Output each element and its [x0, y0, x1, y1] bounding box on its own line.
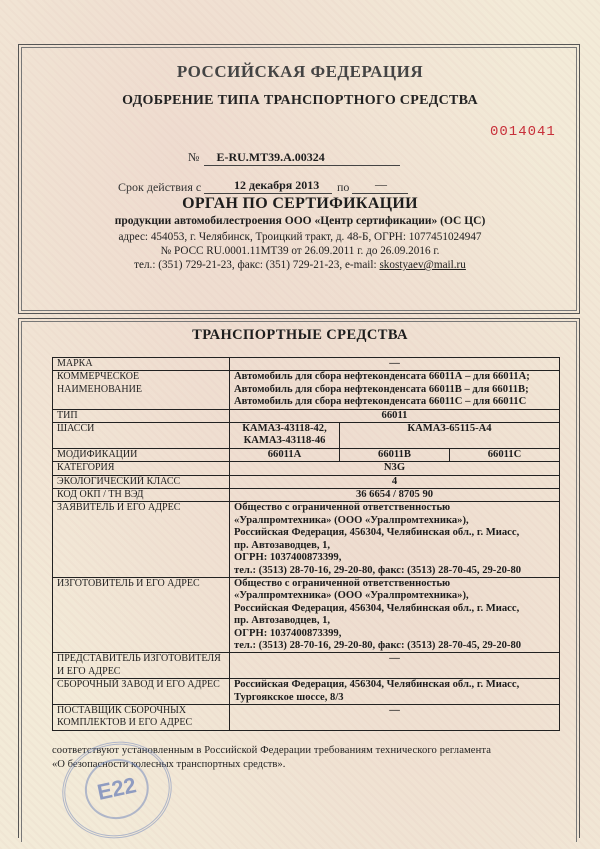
mod-b: 66011В	[340, 448, 450, 461]
document-title: ОДОБРЕНИЕ ТИПА ТРАНСПОРТНОГО СРЕДСТВА	[122, 93, 478, 108]
vehicles-title: ТРАНСПОРТНЫЕ СРЕДСТВА	[192, 327, 408, 343]
applicant-line: пр. Автозаводцев, 1,	[234, 539, 331, 551]
conformity-statement: соответствуют установленным в Российской Федерации требованиям технического регламента	[52, 745, 492, 756]
chassis-1: КАМАЗ-43118-42,	[242, 423, 327, 435]
table-row	[53, 679, 560, 705]
serial-number: 0014041	[490, 124, 556, 140]
manufacturer-line: пр. Автозаводцев, 1,	[234, 615, 331, 627]
manufacturer-line: «Уралпромтехника» (ООО «Уралпромтехника»),	[234, 590, 469, 602]
row-value	[230, 679, 560, 705]
row-value: N3G	[230, 462, 560, 475]
row-label: КОД ОКП / ТН ВЭД	[53, 489, 230, 502]
table-row	[53, 423, 560, 449]
commercial-name-1: Автомобиль для сбора нефтеконденсата 66011А – для 66011А;	[234, 371, 530, 383]
row-label: ИЗГОТОВИТЕЛЬ И ЕГО АДРЕС	[53, 577, 230, 652]
organ-contacts	[0, 259, 600, 271]
table-row	[53, 653, 560, 679]
plant-line: Российская Федерация, 456304, Челябинская обл., г. Миасс,	[234, 679, 520, 691]
number-underline	[204, 165, 400, 166]
applicant-line: «Уралпромтехника» (ООО «Уралпромтехника»),	[234, 514, 469, 526]
row-label: ЭКОЛОГИЧЕСКИЙ КЛАСС	[53, 475, 230, 488]
valid-to-value: —	[375, 177, 387, 191]
table-row	[53, 577, 560, 652]
approval-number-line	[188, 150, 325, 165]
table-row	[53, 489, 560, 502]
table-row	[53, 409, 560, 422]
table-row	[53, 462, 560, 475]
organ-accreditation: № РОСС RU.0001.11МТ39 от 26.09.2011 г. до 26.09.2016 г.	[160, 245, 440, 257]
plant-line: Тургоякское шоссе, 8/3	[234, 691, 344, 703]
row-label: СБОРОЧНЫЙ ЗАВОД И ЕГО АДРЕС	[53, 679, 230, 705]
organ-subtitle: продукции автомобилестроения ООО «Центр сертификации» (ОС ЦС)	[114, 215, 486, 227]
row-label: ПРЕДСТАВИТЕЛЬ ИЗГОТОВИТЕЛЯ И ЕГО АДРЕС	[53, 653, 230, 679]
row-value	[230, 371, 560, 409]
valid-from-label: Срок действия с	[118, 180, 202, 194]
row-label: ЗАЯВИТЕЛЬ И ЕГО АДРЕС	[53, 502, 230, 577]
valid-to-underline	[352, 193, 408, 194]
manufacturer-line: тел.: (3513) 28-70-16, 29-20-80, факс: (3513) 28-70-45, 29-20-80	[234, 639, 522, 651]
row-value: 36 6654 / 8705 90	[230, 489, 560, 502]
applicant-line: Общество с ограниченной ответственностью	[234, 502, 451, 514]
mod-a: 66011А	[230, 448, 340, 461]
valid-from-underline	[204, 193, 332, 194]
row-value	[230, 502, 560, 577]
organ-email: skostyaev@mail.ru	[379, 259, 466, 271]
applicant-line: Российская Федерация, 456304, Челябинская обл., г. Миасс,	[234, 527, 520, 539]
table-row	[53, 358, 560, 371]
row-label: ТИП	[53, 409, 230, 422]
row-value: —	[230, 653, 560, 679]
chassis-2: КАМАЗ-43118-46	[243, 435, 326, 447]
organ-phone: тел.: (351) 729-21-23, факс: (351) 729-21-23, e-mail:	[134, 259, 380, 271]
number-label: №	[188, 150, 200, 164]
valid-to-label: по	[337, 180, 350, 194]
manufacturer-line: Общество с ограниченной ответственностью	[234, 577, 451, 589]
row-value: 66011	[230, 409, 560, 422]
table-row	[53, 704, 560, 730]
applicant-line: ОГРН: 1037400873399,	[234, 552, 342, 564]
table-row	[53, 371, 560, 409]
commercial-name-2: Автомобиль для сбора нефтеконденсата 66011В – для 66011В;	[234, 383, 529, 395]
regulation-name: «О безопасности колесных транспортных средств».	[52, 759, 286, 770]
applicant-line: тел.: (3513) 28-70-16, 29-20-80, факс: (3513) 28-70-45, 29-20-80	[234, 564, 522, 576]
country-title: РОССИЙСКАЯ ФЕДЕРАЦИЯ	[176, 62, 424, 81]
organ-address: адрес: 454053, г. Челябинск, Троицкий тракт, д. 48-Б, ОГРН: 1077451024947	[118, 231, 482, 243]
row-value: —	[230, 358, 560, 371]
row-label: ШАССИ	[53, 423, 230, 449]
vehicle-spec-table	[52, 357, 560, 731]
manufacturer-line: ОГРН: 1037400873399,	[234, 627, 342, 639]
organ-title: ОРГАН ПО СЕРТИФИКАЦИИ	[182, 195, 418, 212]
manufacturer-line: Российская Федерация, 456304, Челябинская обл., г. Миасс,	[234, 602, 520, 614]
chassis-cell-2: КАМАЗ-65115-А4	[340, 423, 560, 449]
table-row	[53, 475, 560, 488]
row-label: ПОСТАВЩИК СБОРОЧНЫХ КОМПЛЕКТОВ И ЕГО АДРЕС	[53, 704, 230, 730]
commercial-name-3: Автомобиль для сбора нефтеконденсата 66011С – для 66011С	[234, 396, 527, 408]
mod-c: 66011С	[450, 448, 560, 461]
row-label: КОММЕРЧЕСКОЕ НАИМЕНОВАНИЕ	[53, 371, 230, 409]
row-value: 4	[230, 475, 560, 488]
stamp-mark: E22	[79, 753, 154, 825]
chassis-cell-1	[230, 423, 340, 449]
table-row	[53, 448, 560, 461]
row-value: —	[230, 704, 560, 730]
valid-from-date: 12 декабря 2013	[234, 178, 320, 192]
row-value	[230, 577, 560, 652]
approval-number: E-RU.MT39.A.00324	[216, 150, 325, 164]
row-label: МОДИФИКАЦИИ	[53, 448, 230, 461]
table-row	[53, 502, 560, 577]
row-label: КАТЕГОРИЯ	[53, 462, 230, 475]
row-label: МАРКА	[53, 358, 230, 371]
